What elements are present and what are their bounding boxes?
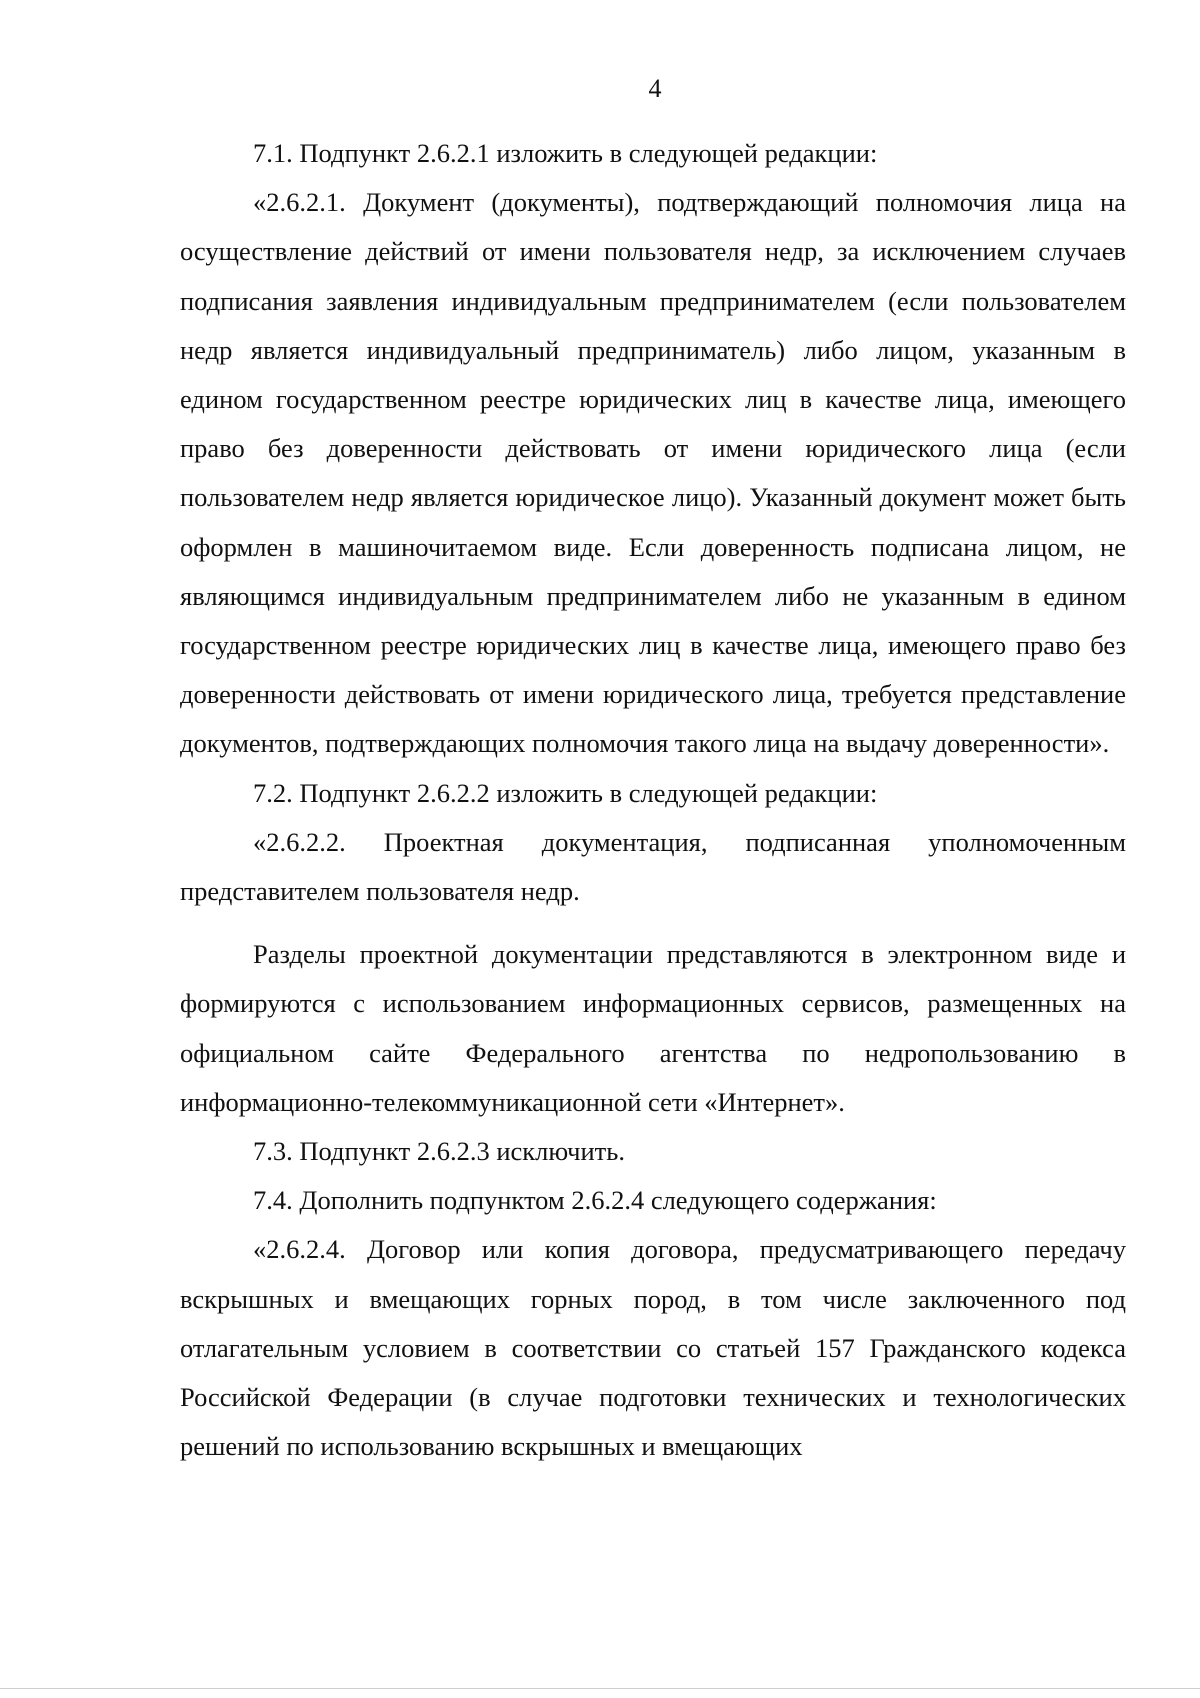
paragraph-sections: Разделы проектной документации представляются в электронном виде и формируются с использованием информационных сервисов, размещенных на официальном сайте Федерального агентства по недропользованию в информационно-телекоммуникационной сети «Интернет». xyxy=(180,939,1126,1117)
scan-bottom-edge xyxy=(0,1688,1200,1690)
paragraph-2-6-2-4: «2.6.2.4. Договор или копия договора, предусматривающего передачу вскрышных и вмещающих горных пород, в том числе заключенного под отлагательным условием в соответствии со статьей 157 Гражданского кодекса Российской Федерации (в случае подготовки технических и технологических решений по использованию вскрышных и вмещающих xyxy=(180,1234,1126,1462)
paragraph-7-2: 7.2. Подпункт 2.6.2.2 изложить в следующей редакции: xyxy=(253,777,878,808)
paragraph-7-1: 7.1. Подпункт 2.6.2.1 изложить в следующей редакции: xyxy=(253,138,878,168)
paragraph-2-6-2-2: «2.6.2.2. Проектная документация, подписанная уполномоченным представителем пользователя недр. xyxy=(180,826,1126,907)
paragraph-7-4: 7.4. Дополнить подпунктом 2.6.2.4 следующего содержания: xyxy=(253,1185,937,1216)
paragraph-7-3: 7.3. Подпункт 2.6.2.3 исключить. xyxy=(253,1136,625,1167)
document-body xyxy=(180,129,1126,1471)
paragraph-2-6-2-1: «2.6.2.1. Документ (документы), подтверждающий полномочия лица на осуществление действий от имени пользователя недр, за исключением случаев подписания заявления индивидуальным предпринимателем (если пользователем недр является индивидуальный предприниматель) либо лицом, указанным в едином государственном реестре юридических лиц в качестве лица, имеющего право без доверенности действовать от имени юридического лица (если пользователем недр является юридическое лицо). Указанный документ может быть оформлен в машиночитаемом виде. Если доверенность подписана лицом, не являющимся индивидуальным предпринимателем либо не указанным в едином государственном реестре юридических лиц в качестве лица, имеющего право без доверенности действовать от имени юридического лица, требуется представление документов, подтверждающих полномочия такого лица на выдачу доверенности». xyxy=(180,187,1126,759)
page-number: 4 xyxy=(648,74,662,103)
